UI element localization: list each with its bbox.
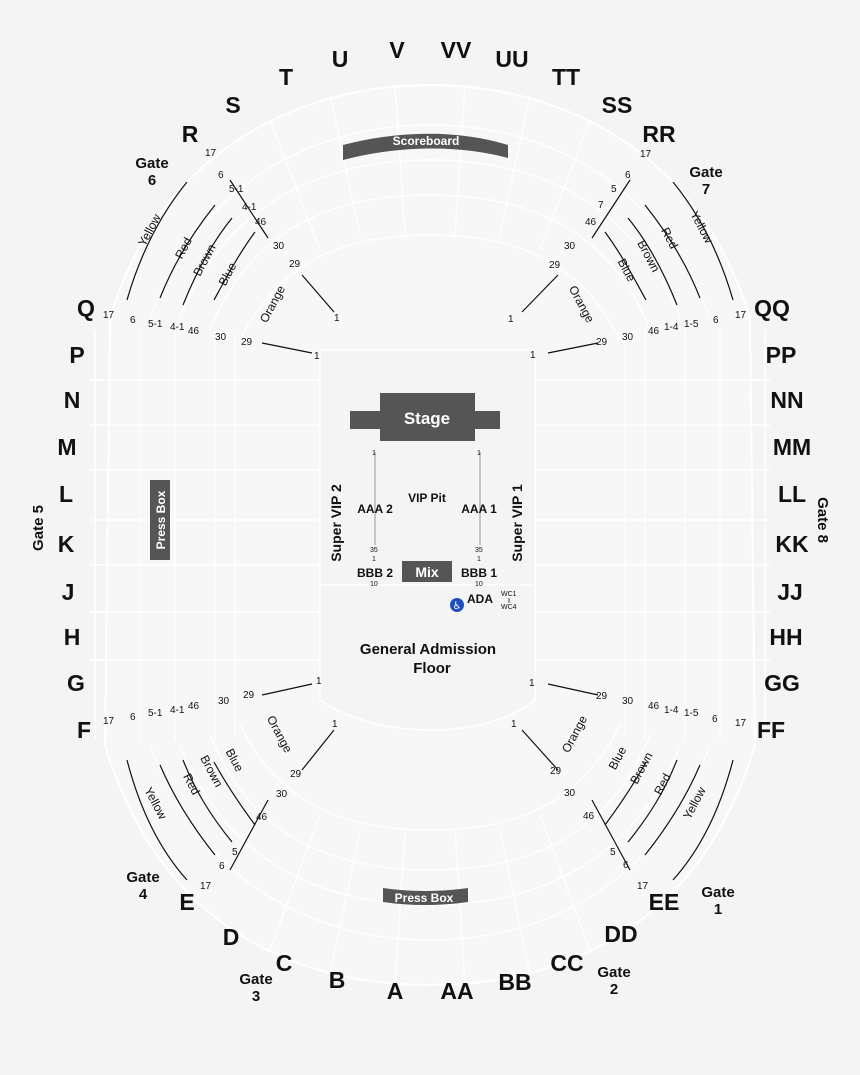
section-RR[interactable]: RR xyxy=(642,121,676,147)
svg-text:17: 17 xyxy=(200,881,212,892)
svg-text:1: 1 xyxy=(316,676,322,687)
svg-text:17: 17 xyxy=(640,149,652,160)
section-J[interactable]: J xyxy=(61,579,75,605)
svg-text:4-1: 4-1 xyxy=(170,705,185,716)
svg-text:Gate 5: Gate 5 xyxy=(30,505,47,551)
super-vip-1[interactable]: Super VIP 1 xyxy=(509,484,525,562)
ring-orange-tr: Orange xyxy=(565,283,598,326)
svg-text:5: 5 xyxy=(232,847,238,858)
section-S[interactable]: S xyxy=(225,92,241,118)
svg-text:30: 30 xyxy=(564,241,576,252)
aaa2-label[interactable]: AAA 2 xyxy=(357,502,393,516)
svg-text:Gate: Gate xyxy=(597,964,631,981)
super-vip-2[interactable]: Super VIP 2 xyxy=(328,484,344,562)
section-T[interactable]: T xyxy=(278,64,294,90)
svg-text:5-1: 5-1 xyxy=(148,708,163,719)
svg-text:17: 17 xyxy=(637,881,649,892)
svg-text:17: 17 xyxy=(735,718,747,729)
svg-text:1: 1 xyxy=(529,678,535,689)
ring-blue-tl: Blue xyxy=(215,260,240,289)
section-FF[interactable]: FF xyxy=(756,717,786,743)
svg-text:29: 29 xyxy=(243,690,255,701)
section-N[interactable]: N xyxy=(63,387,81,413)
svg-text:1: 1 xyxy=(511,719,517,730)
ring-red-br: Red xyxy=(651,771,674,798)
svg-text:46: 46 xyxy=(648,326,660,337)
svg-text:Stage: Stage xyxy=(403,409,451,428)
section-UU[interactable]: UU xyxy=(495,46,529,72)
svg-text:Gate: Gate xyxy=(689,164,723,181)
vip-pit-label[interactable]: VIP Pit xyxy=(408,491,446,505)
svg-text:30: 30 xyxy=(622,332,634,343)
section-GG[interactable]: GG xyxy=(764,670,800,696)
wc1-label: WC1 xyxy=(501,591,517,598)
svg-text:30: 30 xyxy=(215,332,227,343)
section-A[interactable]: A xyxy=(386,978,404,1004)
svg-text:1-4: 1-4 xyxy=(664,705,679,716)
ring-red-tr: Red xyxy=(658,225,681,252)
general-admission-label[interactable]: General Admission xyxy=(359,641,497,658)
section-B[interactable]: B xyxy=(328,967,346,993)
gate-8 xyxy=(814,497,831,543)
svg-text:1-5: 1-5 xyxy=(684,319,699,330)
svg-text:Gate 8: Gate 8 xyxy=(814,497,831,543)
svg-text:2: 2 xyxy=(609,981,619,998)
svg-text:29: 29 xyxy=(549,260,561,271)
svg-text:30: 30 xyxy=(273,241,285,252)
ring-yellow-br: Yellow xyxy=(680,784,709,822)
svg-text:1: 1 xyxy=(372,450,376,457)
svg-text:46: 46 xyxy=(585,217,597,228)
svg-text:46: 46 xyxy=(256,812,268,823)
svg-text:Press Box: Press Box xyxy=(154,490,168,550)
svg-text:Gate: Gate xyxy=(239,971,273,988)
ring-brown-tl: Brown xyxy=(190,241,219,279)
section-U[interactable]: U xyxy=(331,46,349,72)
svg-text:17: 17 xyxy=(103,716,115,727)
ring-orange-tl: Orange xyxy=(256,283,289,326)
svg-text:5: 5 xyxy=(611,184,617,195)
gate-3 xyxy=(239,971,272,1005)
section-D[interactable]: D xyxy=(222,924,240,950)
ring-yellow-bl: Yellow xyxy=(141,784,170,822)
ring-brown-bl: Brown xyxy=(197,752,226,790)
svg-text:10: 10 xyxy=(370,581,378,588)
section-JJ[interactable]: JJ xyxy=(777,579,803,605)
svg-text:4-1: 4-1 xyxy=(170,322,185,333)
section-TT[interactable]: TT xyxy=(551,64,581,90)
svg-text:Gate: Gate xyxy=(701,884,735,901)
section-BB[interactable]: BB xyxy=(498,969,532,995)
section-Q[interactable]: Q xyxy=(77,295,95,321)
svg-text:6: 6 xyxy=(623,860,629,871)
section-EE[interactable]: EE xyxy=(648,889,680,915)
section-CC[interactable]: CC xyxy=(550,950,584,976)
svg-text:35: 35 xyxy=(475,547,483,554)
gate-7 xyxy=(689,164,722,198)
svg-text:1: 1 xyxy=(334,313,340,324)
svg-text:46: 46 xyxy=(583,811,595,822)
section-C[interactable]: C xyxy=(275,950,293,976)
ring-brown-br: Brown xyxy=(627,749,656,787)
svg-text:7: 7 xyxy=(701,181,711,198)
svg-text:4: 4 xyxy=(138,886,148,903)
svg-text:30: 30 xyxy=(564,788,576,799)
svg-text:6: 6 xyxy=(625,170,631,181)
svg-text:29: 29 xyxy=(550,766,562,777)
svg-text:35: 35 xyxy=(370,547,378,554)
svg-text:29: 29 xyxy=(290,769,302,780)
ring-yellow-tr: Yellow xyxy=(687,208,716,246)
ring-blue-br: Blue xyxy=(605,744,630,773)
svg-text:Press Box: Press Box xyxy=(394,891,454,905)
section-H[interactable]: H xyxy=(63,624,81,650)
ring-orange-bl: Orange xyxy=(263,713,296,756)
general-admission-floor-label[interactable]: Floor xyxy=(413,660,451,677)
section-SS[interactable]: SS xyxy=(601,92,633,118)
svg-text:6: 6 xyxy=(130,712,136,723)
svg-text:7: 7 xyxy=(598,200,604,211)
svg-text:1: 1 xyxy=(530,350,536,361)
section-HH[interactable]: HH xyxy=(769,624,803,650)
svg-text:Scoreboard: Scoreboard xyxy=(392,134,460,148)
section-LL[interactable]: LL xyxy=(777,481,807,507)
section-R[interactable]: R xyxy=(181,121,199,147)
svg-text:1: 1 xyxy=(372,556,376,563)
svg-text:30: 30 xyxy=(218,696,230,707)
section-PP[interactable]: PP xyxy=(765,342,797,368)
svg-text:5-1: 5-1 xyxy=(229,184,244,195)
section-AA[interactable]: AA xyxy=(440,978,474,1004)
svg-text:♿: ♿ xyxy=(452,601,462,612)
svg-text:5-1: 5-1 xyxy=(148,319,163,330)
ring-orange-br: Orange xyxy=(558,713,591,756)
section-G[interactable]: G xyxy=(67,670,85,696)
svg-text:46: 46 xyxy=(188,326,200,337)
section-NN[interactable]: NN xyxy=(770,387,804,413)
svg-text:6: 6 xyxy=(713,315,719,326)
gate-1 xyxy=(701,884,734,918)
gate-5 xyxy=(30,505,47,551)
section-KK[interactable]: KK xyxy=(775,531,809,557)
press-box-west xyxy=(150,480,170,560)
wc4-label: WC4 xyxy=(501,604,517,611)
svg-text:46: 46 xyxy=(255,217,267,228)
section-F[interactable]: F xyxy=(76,717,92,743)
svg-text:1: 1 xyxy=(508,314,514,325)
section-E[interactable]: E xyxy=(179,889,195,915)
gate-2 xyxy=(597,964,630,998)
svg-text:1: 1 xyxy=(713,901,723,918)
svg-text:10: 10 xyxy=(475,581,483,588)
ring-blue-tr: Blue xyxy=(614,256,639,285)
ring-red-tl: Red xyxy=(172,235,195,262)
svg-text:6: 6 xyxy=(219,861,225,872)
bbb1-label[interactable]: BBB 1 xyxy=(460,566,498,580)
svg-text:6: 6 xyxy=(218,170,224,181)
svg-text:ADA: ADA xyxy=(467,592,493,606)
svg-text:5: 5 xyxy=(610,847,616,858)
bbb2-label[interactable]: BBB 2 xyxy=(356,566,394,580)
ring-blue-bl: Blue xyxy=(222,746,247,775)
ring-yellow-tl: Yellow xyxy=(135,211,164,249)
svg-text:29: 29 xyxy=(241,337,253,348)
mix-position xyxy=(402,561,452,582)
svg-text:6: 6 xyxy=(130,315,136,326)
svg-text:Gate: Gate xyxy=(126,869,160,886)
section-V[interactable]: V xyxy=(389,37,405,63)
svg-text:46: 46 xyxy=(188,701,200,712)
svg-text:6: 6 xyxy=(712,714,718,725)
svg-text:29: 29 xyxy=(596,337,608,348)
svg-text:1-4: 1-4 xyxy=(664,322,679,333)
svg-text:17: 17 xyxy=(103,310,115,321)
svg-text:1: 1 xyxy=(477,450,481,457)
section-K[interactable]: K xyxy=(57,531,75,557)
aaa1-label[interactable]: AAA 1 xyxy=(461,502,497,516)
svg-text:1: 1 xyxy=(332,719,338,730)
svg-text:30: 30 xyxy=(622,696,634,707)
svg-text:17: 17 xyxy=(735,310,747,321)
svg-text:1-5: 1-5 xyxy=(684,708,699,719)
svg-text:Gate: Gate xyxy=(135,155,169,172)
svg-text:Mix: Mix xyxy=(415,564,439,580)
svg-text:4-1: 4-1 xyxy=(242,202,257,213)
svg-text:17: 17 xyxy=(205,148,217,159)
svg-text:1: 1 xyxy=(477,556,481,563)
gate-6 xyxy=(135,155,168,189)
svg-text:29: 29 xyxy=(596,691,608,702)
svg-text:29: 29 xyxy=(289,259,301,270)
svg-text:46: 46 xyxy=(648,701,660,712)
svg-text:3: 3 xyxy=(251,988,261,1005)
section-VV[interactable]: VV xyxy=(440,37,472,63)
section-QQ[interactable]: QQ xyxy=(754,295,790,321)
ring-brown-tr: Brown xyxy=(634,237,663,275)
section-P[interactable]: P xyxy=(69,342,85,368)
svg-text:1: 1 xyxy=(314,351,320,362)
section-L[interactable]: L xyxy=(58,481,74,507)
section-MM[interactable]: MM xyxy=(772,434,812,460)
gate-4 xyxy=(126,869,159,903)
section-DD[interactable]: DD xyxy=(604,921,638,947)
press-box-south xyxy=(383,888,468,905)
ring-red-bl: Red xyxy=(180,771,203,798)
svg-text:30: 30 xyxy=(276,789,288,800)
section-M[interactable]: M xyxy=(57,434,77,460)
svg-text:6: 6 xyxy=(147,172,157,189)
